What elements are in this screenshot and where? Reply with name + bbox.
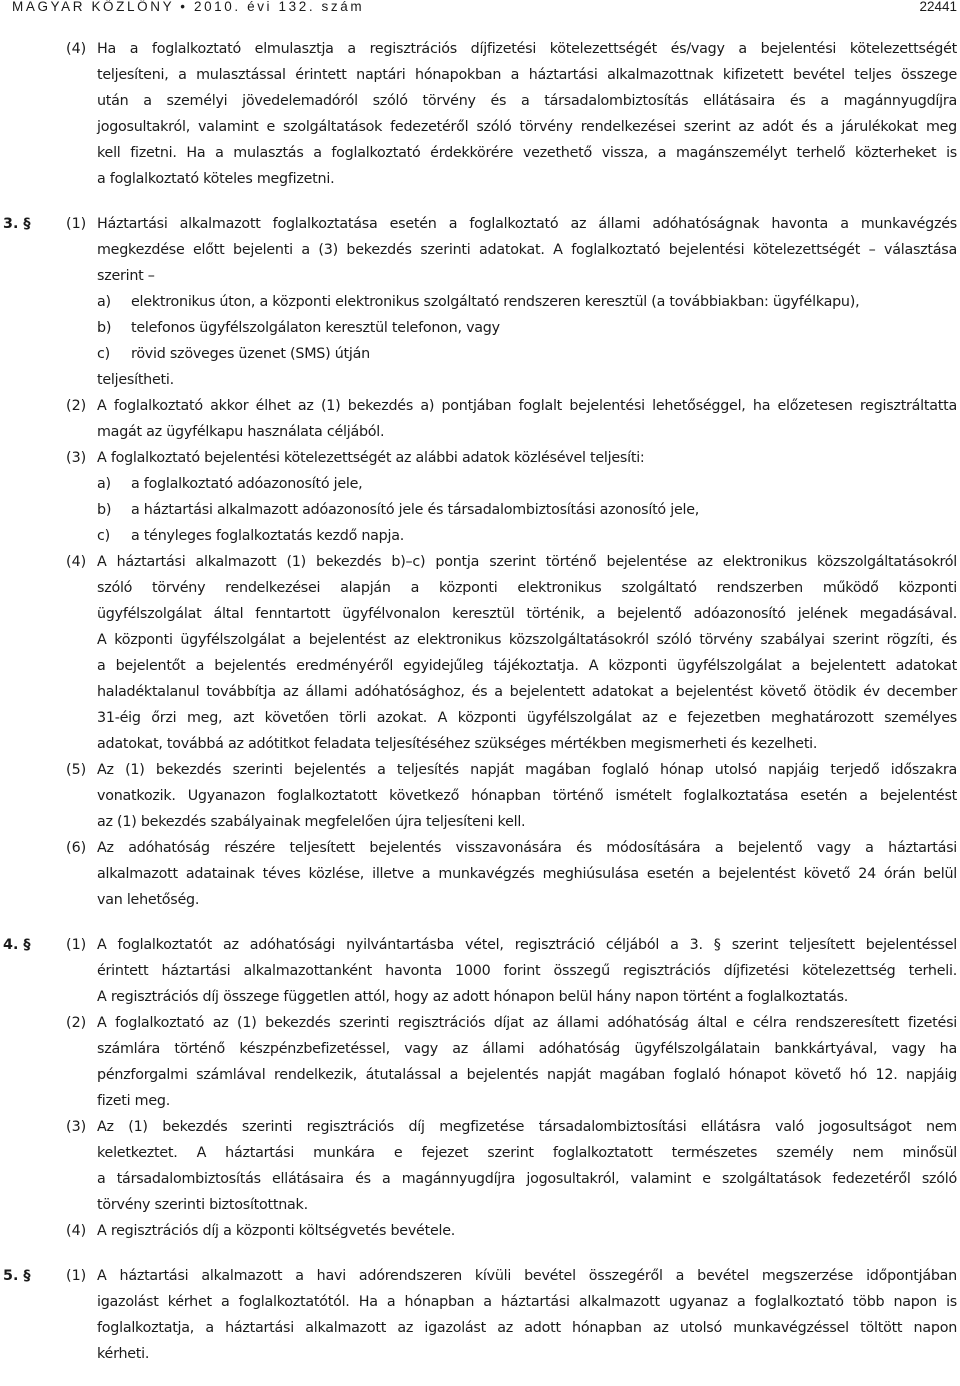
text-line: adatokat, továbbá az adótitkot feladata teljesítéséhez szükséges mértékben megismerheti és kezelheti. — [97, 736, 818, 752]
section-5 — [0, 1263, 960, 1367]
list-letter: b) — [97, 320, 112, 336]
paragraph-number: (3) — [66, 450, 87, 466]
list-text: a foglalkoztató adóazonosító jele, — [131, 476, 363, 492]
paragraph-3-6 — [0, 835, 960, 913]
text-line: vonatkozik. Ugyanazon foglalkoztatott következő hónapban történő ismételt foglalkoztatása esetén a bejelentést — [97, 788, 957, 804]
text-line: foglalkoztatja, a háztartási alkalmazott az igazolást az adott hónapban az utolsó munkavégzéssel töltött napon — [97, 1320, 957, 1336]
section-label: 4. § — [3, 937, 31, 953]
paragraph-3-4 — [0, 549, 960, 757]
text-line: teljesítheti. — [97, 372, 174, 388]
text-line: szóló törvény rendelkezései alapján a központi elektronikus szolgáltató rendszerben működő központi — [97, 580, 957, 596]
document-body — [0, 36, 960, 1386]
paragraph-number: (2) — [66, 1015, 87, 1031]
list-item — [97, 315, 957, 341]
list-text: rövid szöveges üzenet (SMS) útján — [131, 346, 370, 362]
list-item — [97, 497, 957, 523]
text-line: A foglalkoztató bejelentési kötelezettségét az alábbi adatok közlésével teljesíti: — [97, 450, 645, 466]
text-line: Háztartási alkalmazott foglalkoztatása esetén a foglalkoztató az állami adóhatóságnak havonta a munkavégzés — [97, 216, 957, 232]
text-line: Az (1) bekezdés szerinti bejelentés a teljesítés napját magában foglaló hónap utolsó napjáig terjedő időszakra — [97, 762, 957, 778]
paragraph-number: (6) — [66, 840, 87, 856]
paragraph-number: (3) — [66, 1119, 87, 1135]
text-line: Az (1) bekezdés szerinti regisztrációs díj megfizetése társadalombiztosítási ellátásra való jogosultságot nem — [97, 1119, 957, 1135]
text-line: számlára történő készpénzbefizetéssel, vagy az állami adóhatóság ügyfélszolgálatain bankkártyával, vagy ha — [97, 1041, 957, 1057]
text-line: kell fizetni. Ha a mulasztás a foglalkoztató érdekkörére vezethető vissza, a magánszemélyt terhelő közterheket is — [97, 145, 957, 161]
paragraph-4-2 — [0, 1010, 960, 1114]
paragraph-3-1 — [0, 211, 960, 393]
paragraph-number: (4) — [66, 41, 87, 57]
text-line: kérheti. — [97, 1346, 150, 1362]
paragraph-3-2 — [0, 393, 960, 445]
paragraph-number: (4) — [66, 1223, 87, 1239]
list-text: elektronikus úton, a központi elektronikus szolgáltató rendszeren keresztül (a továbbiakban: ügyfélkapu), — [131, 294, 860, 310]
text-line: haladéktalanul továbbítja az állami adóhatósághoz, és a bejelentett adatokat a bejelentést követő ötödik év december — [97, 684, 957, 700]
text-line: A regisztrációs díj a központi költségvetés bevétele. — [97, 1223, 456, 1239]
page-number: 22441 — [919, 0, 957, 14]
text-line: A foglalkoztató az (1) bekezdés szerinti regisztrációs díjat az állami adóhatóság által e célra rendszeresített fizetési — [97, 1015, 957, 1031]
text-line: van lehetőség. — [97, 892, 200, 908]
text-line: teljesíteni, a mulasztással érintett naptári hónapokban a háztartási alkalmazottnak kifizetett bevétel teljes összege — [97, 67, 957, 83]
text-line: A foglalkoztatót az adóhatósági nyilvántartásba vétel, regisztráció céljából a 3. § szerint teljesített bejelentéssel — [97, 937, 957, 953]
section-4 — [0, 932, 960, 1244]
list-text: a tényleges foglalkoztatás kezdő napja. — [131, 528, 405, 544]
list-item — [97, 341, 957, 367]
paragraph-5-1 — [0, 1263, 960, 1367]
paragraph-2-4 — [0, 36, 960, 192]
text-line: A központi ügyfélszolgálat a bejelentést az elektronikus közszolgáltatásokról szóló törvény szabályai szerint rögzíti, és — [97, 632, 957, 648]
section-label: 5. § — [3, 1268, 31, 1284]
list-item — [97, 289, 957, 315]
section-2-tail — [0, 36, 960, 192]
paragraph-4-4 — [0, 1218, 960, 1244]
page-header — [0, 0, 960, 14]
section-3 — [0, 211, 960, 913]
list-text: a háztartási alkalmazott adóazonosító jele és társadalombiztosítási azonosító jele, — [131, 502, 700, 518]
list-letter: a) — [97, 476, 111, 492]
paragraph-4-3 — [0, 1114, 960, 1218]
list-letter: c) — [97, 346, 110, 362]
text-line: ügyfélszolgálat által fenntartott ügyfélvonalon keresztül történik, a bejelentő adóazonosító jelének megadásával. — [97, 606, 957, 622]
paragraph-number: (1) — [66, 1268, 87, 1284]
text-line: a társadalombiztosítás ellátásaira és a magánnyugdíjra jogosultakról, valamint e szolgáltatások fedezetéről szóló — [97, 1171, 957, 1187]
section-label: 3. § — [3, 216, 31, 232]
paragraph-number: (4) — [66, 554, 87, 570]
paragraph-number: (1) — [66, 216, 87, 232]
text-line: megkezdése előtt bejelenti a (3) bekezdés szerinti adatokat. A foglalkoztató bejelentési kötelezettségét – választása — [97, 242, 957, 258]
paragraph-3-3 — [0, 445, 960, 549]
list-text: telefonos ügyfélszolgálaton keresztül telefonon, vagy — [131, 320, 500, 336]
text-line: A foglalkoztató akkor élhet az (1) bekezdés a) pontjában foglalt bejelentési lehetőséggel, ha előzetesen regisztráltatta — [97, 398, 957, 414]
text-line: szerint – — [97, 268, 155, 284]
text-line: keletkeztet. A háztartási munkára e fejezet szerint foglalkoztatott természetes személy nem minősül — [97, 1145, 957, 1161]
text-line: 31-éig őrzi meg, azt követően törli azokat. A központi ügyfélszolgálat az e fejezetben meghatározott személyes — [97, 710, 957, 726]
text-line: Ha a foglalkoztató elmulasztja a regisztrációs díjfizetési kötelezettségét és/vagy a bejelentési kötelezettségét — [97, 41, 957, 57]
paragraph-number: (5) — [66, 762, 87, 778]
text-line: érintett háztartási alkalmazottanként havonta 1000 forint összegű regisztrációs díjfizetési kötelezettség terheli. — [97, 963, 957, 979]
text-line: A háztartási alkalmazott a havi adórendszeren kívüli bevétel összegéről a bevétel megszerzése időpontjában — [97, 1268, 957, 1284]
list-letter: b) — [97, 502, 112, 518]
list-item — [97, 523, 957, 549]
text-line: igazolást kérhet a foglalkoztatótól. Ha a hónapban a háztartási alkalmazott ugyanaz a foglalkoztató több napon is — [97, 1294, 957, 1310]
text-line: fizeti meg. — [97, 1093, 171, 1109]
text-line: A regisztrációs díj összege független attól, hogy az adott hónapon belül hány napon történt a foglalkoztatás. — [97, 989, 849, 1005]
list-letter: c) — [97, 528, 110, 544]
text-line: A háztartási alkalmazott (1) bekezdés b)–c) pontja szerint történő bejelentése az elektronikus közszolgáltatásokról — [97, 554, 957, 570]
paragraph-number: (1) — [66, 937, 87, 953]
text-line: törvény szerinti biztosítottnak. — [97, 1197, 308, 1213]
journal-title: MAGYAR KÖZLÖNY • 2010. évi 132. szám — [12, 0, 365, 14]
text-line: pénzforgalmi számlával rendelkezik, átutalással a bejelentés napját magában foglaló hónapot követő hó 12. napjáig — [97, 1067, 957, 1083]
text-line: jogosultakról, valamint e szolgáltatások fedezetéről szóló törvény rendelkezései szerint az adót és a járulékokat meg — [97, 119, 957, 135]
text-line: Az adóhatóság részére teljesített bejelentés visszavonására és módosítására a bejelentő vagy a háztartási — [97, 840, 957, 856]
paragraph-number: (2) — [66, 398, 87, 414]
text-line: magát az ügyfélkapu használata céljából. — [97, 424, 385, 440]
text-line: a foglalkoztató köteles megfizetni. — [97, 171, 335, 187]
paragraph-3-5 — [0, 757, 960, 835]
paragraph-4-1 — [0, 932, 960, 1010]
text-line: az (1) bekezdés szabályainak megfelelően újra teljesíteni kell. — [97, 814, 526, 830]
list-item — [97, 471, 957, 497]
list-letter: a) — [97, 294, 111, 310]
text-line: után a személyi jövedelemadóról szóló törvény és a társadalombiztosítás ellátásaira és a magánnyugdíjra — [97, 93, 957, 109]
text-line: a bejelentőt a bejelentés eredményéről egyidejűleg tájékoztatja. A központi ügyfélszolgálat a bejelentett adatokat — [97, 658, 957, 674]
text-line: alkalmazott adatainak téves közlése, illetve a munkavégzés meghiúsulása esetén a bejelentést követő 24 órán belül — [97, 866, 957, 882]
